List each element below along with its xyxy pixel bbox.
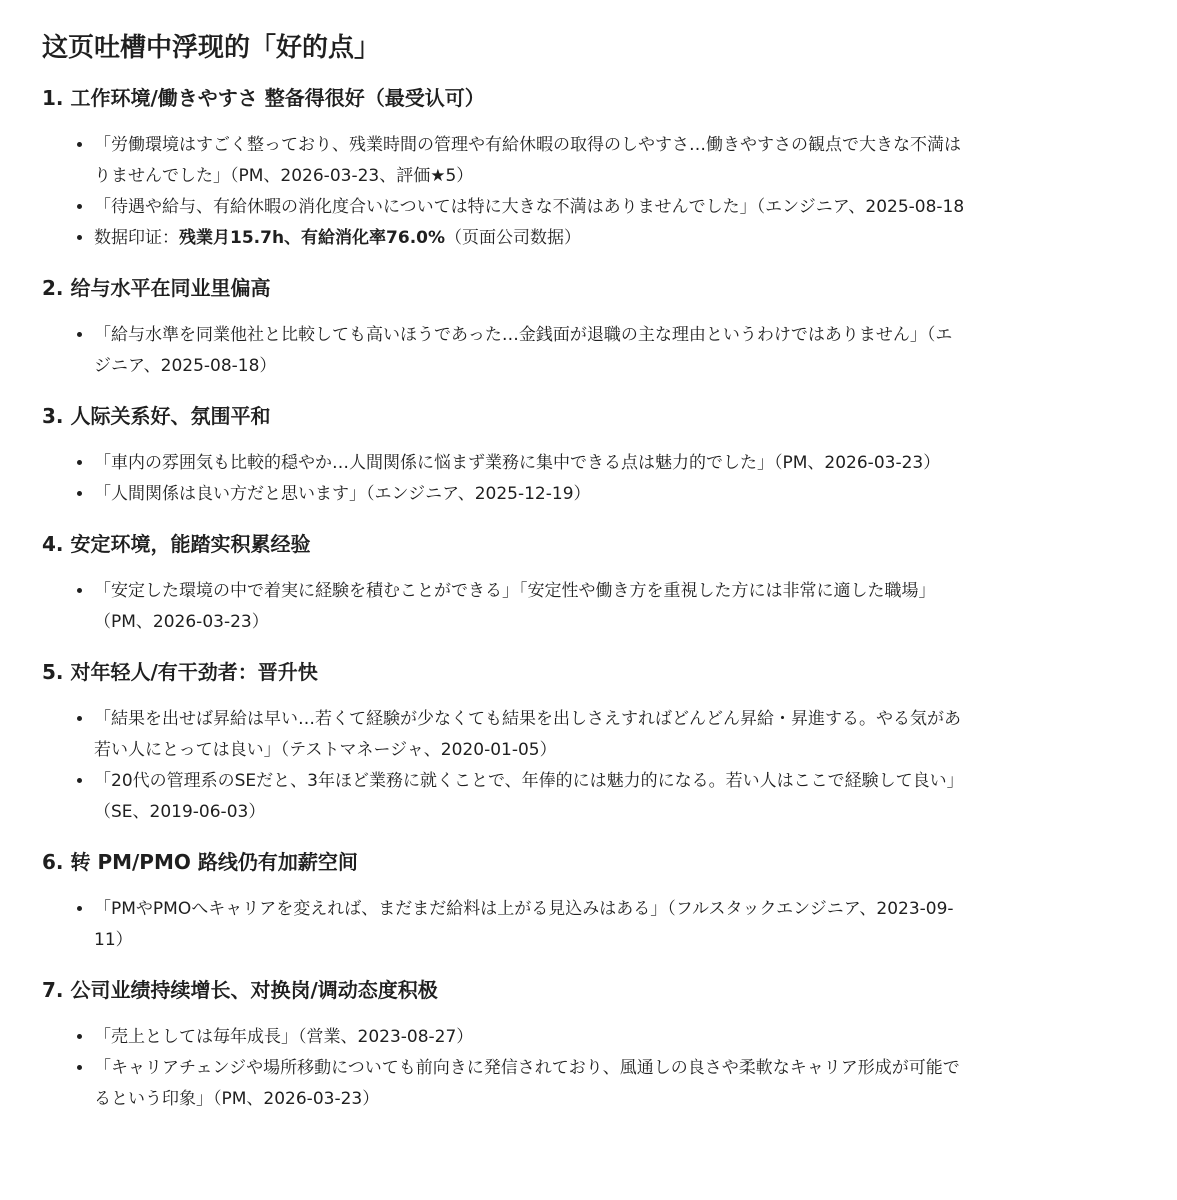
list-item: • 「20代の管理系のSEだと、3年ほど業務に就くことで、年俸的には魅力的になる。若い人はここで経験して良い」 （SE、2019-06-03） — [94, 766, 1068, 828]
section-heading: 7. 公司业绩持续增长、对换岗/调动态度积极 — [42, 978, 438, 1002]
list-item: • 「安定した環境の中で着実に経験を積むことができる」「安定性や働き方を重視した方には非常に適した職場」 （PM、2026-03-23） — [94, 576, 1068, 638]
section-3 — [42, 402, 1068, 510]
bullet-list — [42, 704, 1068, 828]
list-item: • 「車内の雰囲気も比較的穏やか…人間関係に悩まず業務に集中できる点は魅力的でした」（PM、2026-03-23） — [94, 448, 1068, 479]
section-heading: 5. 对年轻人/有干劲者：晋升快 — [42, 660, 318, 684]
section-1 — [42, 84, 1068, 254]
bullet-list — [42, 448, 1068, 510]
section-6 — [42, 848, 1068, 956]
section-heading: 6. 转 PM/PMO 路线仍有加薪空间 — [42, 850, 358, 874]
bullet-list — [42, 1022, 1068, 1115]
list-item: • 「人間関係は良い方だと思います」（エンジニア、2025-12-19） — [94, 479, 1068, 510]
section-7 — [42, 976, 1068, 1115]
list-item: • 「給与水準を同業他社と比較しても高いほうであった…金銭面が退職の主な理由というわけではありません」（エ ジニア、2025-08-18） — [94, 320, 1068, 382]
section-heading: 4. 安定环境，能踏实积累经验 — [42, 532, 311, 556]
section-heading: 2. 给与水平在同业里偏高 — [42, 276, 271, 300]
bullet-list — [42, 320, 1068, 382]
bullet-list — [42, 894, 1068, 956]
bullet-list — [42, 130, 1068, 254]
section-5 — [42, 658, 1068, 828]
section-heading: 3. 人际关系好、氛围平和 — [42, 404, 271, 428]
list-item: • 「キャリアチェンジや場所移動についても前向きに発信されており、風通しの良さや柔軟なキャリア形成が可能で るという印象」（PM、2026-03-23） — [94, 1053, 1068, 1115]
list-item: • 「結果を出せば昇給は早い…若くて経験が少なくても結果を出しさえすればどんどん昇給・昇進する。やる気があ 若い人にとっては良い」（テストマネージャ、2020-01-05） — [94, 704, 1068, 766]
list-item: • 「PMやPMOへキャリアを変えれば、まだまだ給料は上がる見込みはある」（フルスタックエンジニア、2023-09- 11） — [94, 894, 1068, 956]
item-prefix: 数据印证： — [94, 228, 179, 248]
list-item: • 「売上としては毎年成長」（営業、2023-08-27） — [94, 1022, 1068, 1053]
section-4 — [42, 530, 1068, 638]
section-heading: 1. 工作环境/働きやすさ 整备得很好（最受认可） — [42, 86, 485, 110]
item-suffix: （页面公司数据） — [445, 228, 582, 248]
page-title: 这页吐槽中浮现的「好的点」 — [42, 33, 381, 63]
item-highlight: 残業月15.7h、有給消化率76.0% — [179, 228, 446, 248]
list-item: • 「待遇や給与、有給休暇の消化度合いについては特に大きな不満はありませんでした」（エンジニア、2025-08-18 — [94, 192, 1068, 223]
document-content — [42, 30, 1068, 1190]
list-item — [94, 223, 1068, 254]
bullet-list — [42, 576, 1068, 638]
section-2 — [42, 274, 1068, 382]
list-item: • 「労働環境はすごく整っており、残業時間の管理や有給休暇の取得のしやすさ…働きやすさの観点で大きな不満は りませんでした」（PM、2026-03-23、評価★5） — [94, 130, 1068, 192]
